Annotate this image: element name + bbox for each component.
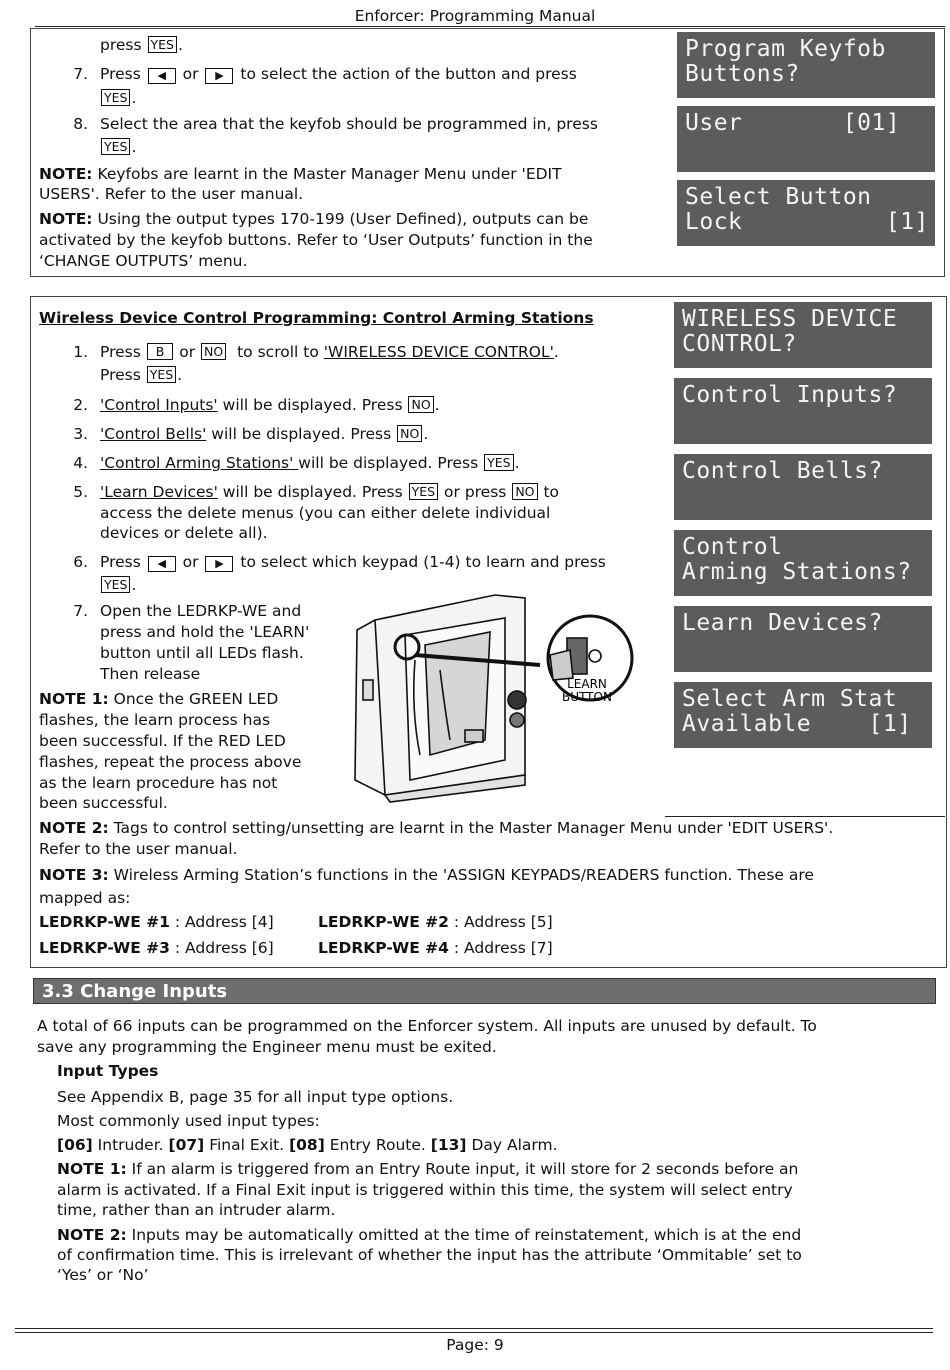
step-number: 1. xyxy=(73,343,88,361)
lcd-user: User [01] xyxy=(677,106,935,172)
step-number: 7. xyxy=(73,65,88,83)
step-number: 6. xyxy=(73,553,88,571)
section-heading: 3.3 Change Inputs xyxy=(33,978,936,1004)
note-outputs-line3: ‘CHANGE OUTPUTS’ menu. xyxy=(39,252,248,270)
note-text: Wireless Arming Station’s functions in the 'ASSIGN KEYPADS/READERS function. These are xyxy=(113,866,814,884)
device-address: : Address [6] xyxy=(174,939,274,957)
section-title: Wireless Device Control Programming: Control Arming Stations xyxy=(39,309,594,327)
input-types-line xyxy=(57,1135,558,1156)
keypad-illustration xyxy=(345,580,645,805)
note-1-line3: been successful. If the RED LED xyxy=(39,732,286,750)
step-5 xyxy=(100,482,559,503)
menu-ref: 'Control Inputs' xyxy=(100,396,218,414)
menu-ref: 'Learn Devices' xyxy=(100,483,218,501)
note-1-line2: flashes, the learn process has xyxy=(39,711,271,729)
step-5-line2: access the delete menus (you can either delete individual xyxy=(100,504,551,522)
note-text: Tags to control setting/unsetting are learnt in the Master Manager Menu under 'EDIT USERS'. xyxy=(113,819,834,837)
menu-ref: 'WIRELESS DEVICE CONTROL' xyxy=(323,343,554,361)
yes-key: YES xyxy=(101,576,130,593)
step-text: will be displayed. Press xyxy=(222,396,403,414)
note-2-line2: Refer to the user manual. xyxy=(39,840,238,858)
lcd-control-inputs: Control Inputs? xyxy=(674,378,932,444)
left-arrow-key-icon: ◀ xyxy=(148,68,176,84)
subheading: Input Types xyxy=(57,1062,159,1080)
type-name: Intruder. xyxy=(92,1136,169,1154)
step-text: Press xyxy=(100,65,141,83)
step-number: 8. xyxy=(73,115,88,133)
step-8: Select the area that the keyfob should be programmed in, press xyxy=(100,115,598,133)
no-key: NO xyxy=(201,343,226,360)
menu-ref: 'Control Bells' xyxy=(100,425,207,443)
note-label: NOTE: xyxy=(39,165,93,183)
step-text: Press xyxy=(100,343,141,361)
note-outputs-line2: activated by the keyfob buttons. Refer to ‘User Outputs’ function in the xyxy=(39,231,593,249)
step-text: press xyxy=(100,36,142,54)
note-text: Keyfobs are learnt in the Master Manager Menu under 'EDIT xyxy=(97,165,562,183)
step-text: or xyxy=(182,553,199,571)
note-1-line6: been successful. xyxy=(39,794,168,812)
type-code: [07] xyxy=(168,1136,205,1154)
note-1-line2: alarm is activated. If a Final Exit input is triggered within this time, the system will select entry xyxy=(57,1181,793,1199)
step-1-cont: Press YES . xyxy=(100,366,183,384)
note-label: NOTE 2: xyxy=(57,1226,127,1244)
lcd-control-bells: Control Bells? xyxy=(674,454,932,520)
step-text: to select the action of the button and press xyxy=(240,65,577,83)
step-6 xyxy=(100,552,606,573)
lcd-learn-devices: Learn Devices? xyxy=(674,606,932,672)
step-number: 3. xyxy=(73,425,88,443)
step-7-line1: Open the LEDRKP-WE and xyxy=(100,602,302,620)
intro-line1: A total of 66 inputs can be programmed on the Enforcer system. All inputs are unused by default. To xyxy=(37,1017,817,1035)
type-code: [13] xyxy=(430,1136,467,1154)
footer-rule xyxy=(15,1328,933,1329)
page-number: Page: 9 xyxy=(446,1336,504,1354)
note-label: NOTE 2: xyxy=(39,819,109,837)
lcd-control-arming-stations: Control Arming Stations? xyxy=(674,530,932,596)
step-text: will be displayed. Press xyxy=(211,425,392,443)
lcd-program-keyfob: Program Keyfob Buttons? xyxy=(677,32,935,98)
yes-key: YES xyxy=(101,89,130,106)
paragraph: See Appendix B, page 35 for all input type options. xyxy=(57,1088,454,1106)
note-2-line3: ‘Yes’ or ‘No’ xyxy=(57,1266,149,1284)
step-4: 'Control Arming Stations' will be displayed. Press YES . xyxy=(100,454,520,472)
step-7-line4: Then release xyxy=(100,665,201,683)
step-7 xyxy=(100,64,577,85)
no-key: NO xyxy=(512,483,537,500)
address-map-row xyxy=(39,912,274,933)
note-label: NOTE 3: xyxy=(39,866,109,884)
device-name: LEDRKP-WE #4 xyxy=(318,939,449,957)
step-1: Press B or NO to scroll to 'WIRELESS DEVICE CONTROL'. xyxy=(100,343,559,361)
paragraph: Most commonly used input types: xyxy=(57,1112,320,1130)
header-rule xyxy=(35,26,945,27)
step-text: will be displayed. Press xyxy=(222,483,403,501)
note-3-line2: mapped as: xyxy=(39,889,131,907)
intro-line2: save any programming the Engineer menu must be exited. xyxy=(37,1038,497,1056)
right-arrow-key-icon: ▶ xyxy=(205,556,233,572)
note-2-line2: of confirmation time. This is irrelevant of whether the input has the attribute ‘Ommitable’ set to xyxy=(57,1246,802,1264)
device-address: : Address [4] xyxy=(174,913,274,931)
note-2 xyxy=(39,818,833,839)
left-arrow-key-icon: ◀ xyxy=(148,556,176,572)
page-header-title: Enforcer: Programming Manual xyxy=(354,7,596,25)
note-1-line4: flashes, repeat the process above xyxy=(39,753,302,771)
note-outputs xyxy=(39,209,588,230)
step-7-line3: button until all LEDs flash. xyxy=(100,644,304,662)
type-name: Day Alarm. xyxy=(466,1136,558,1154)
lcd-wireless-device-control: WIRELESS DEVICE CONTROL? xyxy=(674,302,932,368)
step-3: 'Control Bells' will be displayed. Press NO . xyxy=(100,425,429,443)
button-label: BUTTON xyxy=(562,690,612,704)
address-map-row xyxy=(318,938,553,959)
address-map-row xyxy=(39,938,274,959)
note-1 xyxy=(39,689,278,710)
step-5-line3: devices or delete all). xyxy=(100,524,268,542)
step-text: to scroll to xyxy=(237,343,319,361)
note-label: NOTE 1: xyxy=(39,690,109,708)
learn-label: LEARN xyxy=(567,677,607,691)
type-code: [08] xyxy=(289,1136,325,1154)
b-key: B xyxy=(147,343,174,360)
step-cont-line: press YES . xyxy=(100,36,183,54)
note-2 xyxy=(57,1225,801,1246)
note-1-line5: as the learn procedure has not xyxy=(39,774,278,792)
note-text: Inputs may be automatically omitted at the time of reinstatement, which is at the end xyxy=(131,1226,802,1244)
note-keyfob xyxy=(39,164,562,185)
device-name: LEDRKP-WE #2 xyxy=(318,913,449,931)
note-text: Once the GREEN LED xyxy=(113,690,279,708)
address-map-row xyxy=(318,912,553,933)
step-text: or xyxy=(182,65,199,83)
note-text: Using the output types 170-199 (User Defined), outputs can be xyxy=(97,210,589,228)
right-arrow-key-icon: ▶ xyxy=(205,68,233,84)
yes-key: YES xyxy=(147,366,176,383)
lcd-select-button: Select Button Lock [1] xyxy=(677,180,935,246)
yes-key: YES xyxy=(409,483,438,500)
no-key: NO xyxy=(397,425,422,442)
note-text: If an alarm is triggered from an Entry Route input, it will store for 2 seconds before an xyxy=(131,1160,799,1178)
type-code: [06] xyxy=(57,1136,93,1154)
step-number: 7. xyxy=(73,602,88,620)
step-text: Press xyxy=(100,553,141,571)
step-number: 5. xyxy=(73,483,88,501)
step-8-cont: YES . xyxy=(100,137,136,158)
type-name: Final Exit. xyxy=(204,1136,290,1154)
device-address: : Address [7] xyxy=(453,939,553,957)
footer-rule xyxy=(15,1332,933,1333)
step-2: 'Control Inputs' will be displayed. Press NO . xyxy=(100,396,440,414)
note-keyfob-line2: USERS'. Refer to the user manual. xyxy=(39,185,304,203)
device-name: LEDRKP-WE #3 xyxy=(39,939,170,957)
yes-key: YES xyxy=(101,138,130,155)
step-number: 2. xyxy=(73,396,88,414)
step-text: will be displayed. Press xyxy=(298,454,479,472)
note-3 xyxy=(39,865,814,886)
note-label: NOTE: xyxy=(39,210,93,228)
step-7-line2: press and hold the 'LEARN' xyxy=(100,623,310,641)
step-7-cont: YES . xyxy=(100,88,136,109)
step-text: Press xyxy=(100,366,141,384)
note-1-line3: time, rather than an intruder alarm. xyxy=(57,1201,336,1219)
lcd-select-arm-stat: Select Arm Stat Available [1] xyxy=(674,682,932,748)
yes-key: YES xyxy=(484,454,513,471)
step-text: to xyxy=(543,483,560,501)
note-label: NOTE 1: xyxy=(57,1160,127,1178)
device-address: : Address [5] xyxy=(453,913,553,931)
step-text: to select which keypad (1-4) to learn and press xyxy=(240,553,606,571)
note-1 xyxy=(57,1159,798,1180)
step-text: or press xyxy=(444,483,507,501)
step-text: or xyxy=(179,343,196,361)
step-number: 4. xyxy=(73,454,88,472)
menu-ref: 'Control Arming Stations' xyxy=(100,454,299,472)
step-6-cont: YES . xyxy=(100,575,136,596)
lcd-column-rule xyxy=(665,816,945,817)
type-name: Entry Route. xyxy=(324,1136,431,1154)
device-name: LEDRKP-WE #1 xyxy=(39,913,170,931)
yes-key: YES xyxy=(148,36,177,53)
no-key: NO xyxy=(408,396,433,413)
